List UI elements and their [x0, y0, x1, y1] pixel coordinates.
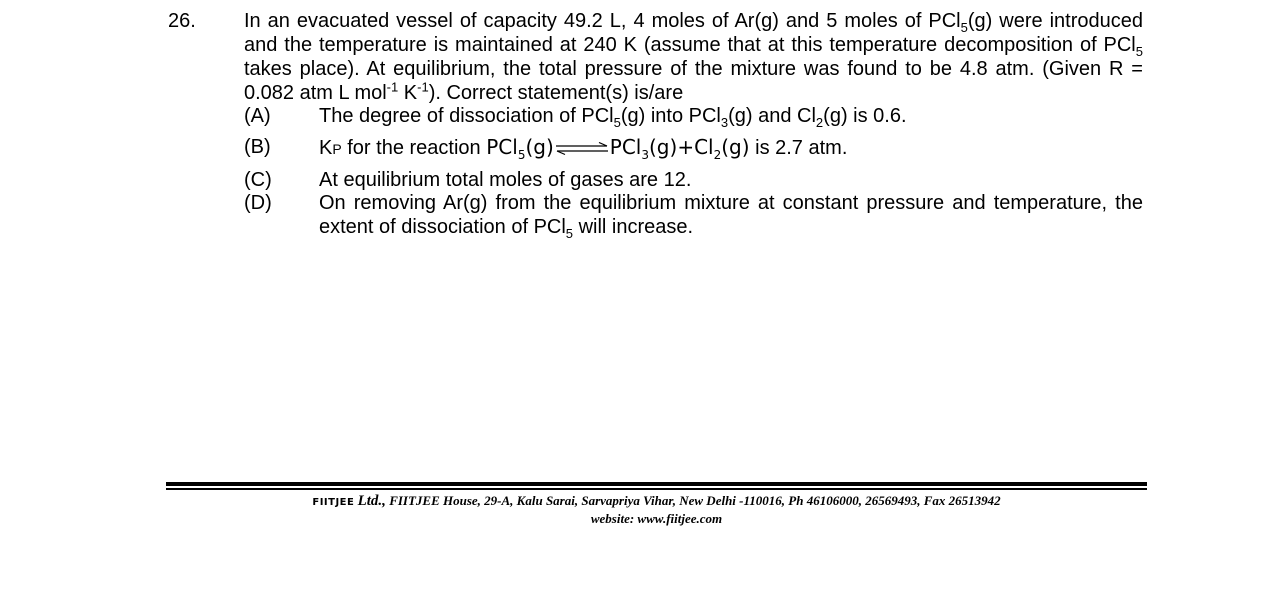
option-d-text: On removing Ar(g) from the equilibrium mixture at constant pressure and temperature, the extent of dissociation of PCl$_5$ will increase. [319, 192, 1143, 241]
fiitjee-logo: FIITJEE [312, 497, 355, 508]
option-b-text: KP for the reaction PCl$_5$(g) $PCl_3(g)+Cl_2(g)$ is 2.7 atm. [319, 135, 848, 162]
option-a-text: The degree of dissociation of PCl$_5$(g) into PCl$_3$(g) and $Cl_2(g)$ is 0.6. [319, 105, 907, 130]
page-footer [166, 493, 1147, 527]
footer-address-line: FIITJEE Ltd., FIITJEE House, 29-A, Kalu Sarai, Sarvapriya Vihar, New Delhi -110016, Ph 46106000, 26569493, Fax 26513942 [312, 493, 1001, 509]
footer-rule-thick [166, 482, 1147, 486]
equilibrium-arrow-icon [554, 142, 610, 156]
option-d-label: (D) [244, 192, 272, 214]
footer-rule-thin [166, 488, 1147, 490]
option-b-label: (B) [244, 136, 271, 158]
reaction-equation: PCl$_5$(g) $PCl_3(g)+Cl_2(g)$ [486, 135, 750, 162]
question-number: 26. [168, 10, 196, 32]
question-stem: In an evacuated vessel of capacity 49.2 L, 4 moles of Ar(g) and 5 moles of PCl$_5$(g) were introduced and the temperature is maintained at 240 K (assume that at this temperature decomposition of PCl$_5$ takes place). At equilibrium, the total pressure of the mixture was found to be 4.8 atm. (Given R = 0.082 atm L mol$^{-1}$ $K^{-1}$). Correct statement(s) is/are [244, 10, 1143, 104]
option-a-label: (A) [244, 105, 271, 127]
footer-website[interactable]: website: www.fiitjee.com [590, 511, 723, 526]
option-c-text: At equilibrium total moles of gases are 12. [319, 169, 692, 191]
option-c-label: (C) [244, 169, 272, 191]
